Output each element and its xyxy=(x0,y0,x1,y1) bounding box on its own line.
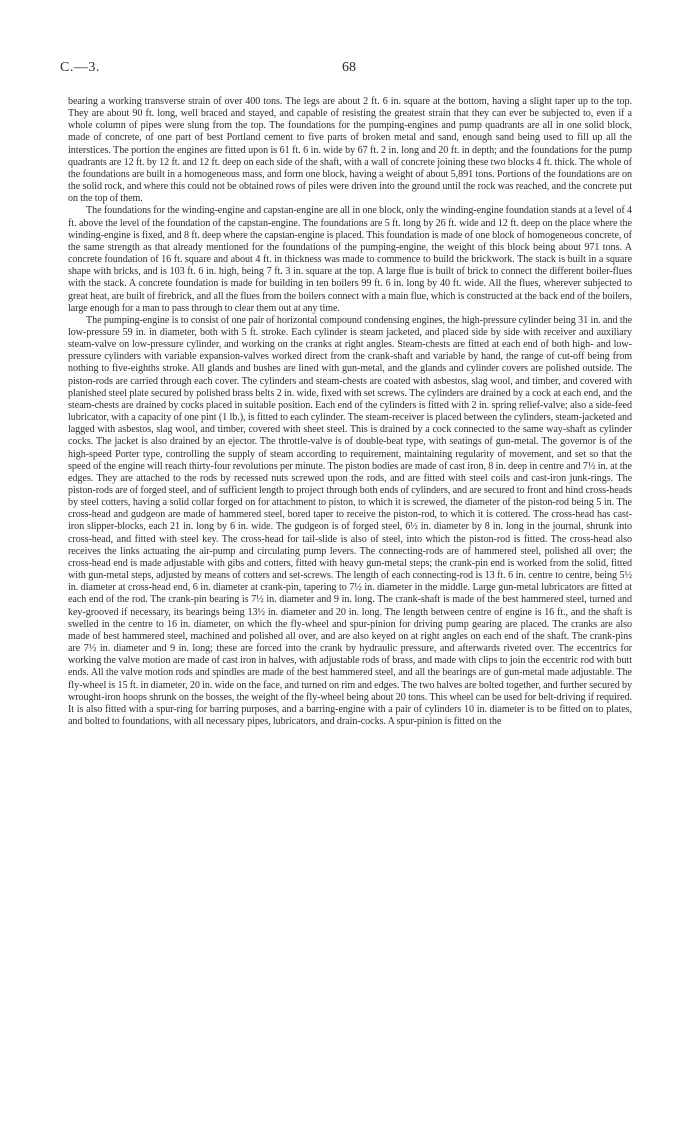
page-number: 68 xyxy=(342,60,356,75)
body-text xyxy=(68,96,632,728)
document-reference: C.—3. xyxy=(60,60,100,75)
paragraph-pumping-engine: The pumping-engine is to consist of one pair of horizontal compound condensing engines, the high-pressure cylinder being 31 in. and the low-pressure 59 in. in diameter, both with 5 ft. stroke. Each cylinder is steam jacketed, and placed side by side with receiver and auxiliary steam-valve on low-pressure cylinder, and working on the cranks at right angles. Steam-chests are fitted at each end of both high- and low-pressure cylinders with variable expansion-valves worked direct from the crank-shaft and variable by hand, the range of cut-off being from nothing to five-eighths stroke. All glands and bushes are lined with gun-metal, and the glands and cylinder covers are polished outside. The piston-rods are carried through each cover. The cylinders and steam-chests are coated with asbestos, slag wool, and timber, and covered with planished steel plate secured by polished brass belts 2 in. wide, fixed with set screws. The cylinders are drained by a cock at each end, and the steam-chests are drained by cocks placed in suitable position. Each end of the cylinders is fitted with 2 in. spring relief-valve; also a side-feed lubricator, with a capacity of one pint (1 lb.), is fitted to each cylinder. The steam-receiver is placed between the cylinders, steam-jacketed and lagged with asbestos, slag wool, and timber, covered with sheet steel. This is drained by a cock connected to the same way-shaft as cylinder cocks. The jacket is also drained by an ejector. The throttle-valve is of double-beat type, with seatings of gun-metal. The governor is of the high-speed Porter type, controlling the supply of steam according to requirement, maintaining regularity of movement, and set so that the speed of the engine will reach thirty-four revolutions per minute. The piston bodies are made of cast iron, 8 in. deep in centre and 7½ in. at the edges. They are attached to the rods by recessed nuts screwed upon the rods, and are fitted with steel coils and cast-iron junk-rings. The piston-rods are of forged steel, and of sufficient length to project through both ends of cylinders, and are secured to front and hind cross-heads by steel cotters, having a solid collar forged on for attachment to piston, to which it is screwed, the diameter of the piston-rod being 5 in. The cross-head and gudgeon are made of hammered steel, bored taper to receive the piston-rod, to which it is cottered. The cross-head has cast-iron slipper-blocks, each 21 in. long by 6 in. wide. The gudgeon is of forged steel, 6½ in. diameter by 8 in. long in the journal, shrunk into cross-head, and fitted with steel key. The cross-head for tail-slide is also of steel, into which the piston-rod is fitted. The cross-head also receives the links actuating the air-pump and circulating pump levers. The connecting-rods are of hammered steel, polished all over; the cross-head end is made adjustable with gibs and cotters, fitted with heavy gun-metal steps; the crank-pin end is worked from the solid, fitted with gun-metal steps, adjusted by means of cotters and set-screws. The length of each connecting-rod is 13 ft. 6 in. centre to centre, being 5½ in. diameter at cross-head end, 6 in. diameter at crank-pin, tapering to 7½ in. diameter in the middle. Large gun-metal lubricators are fitted at each end of the rod. The crank-pin bearing is 7½ in. diameter and 9 in. long. The crank-shaft is made of the best hammered steel, turned and key-grooved if necessary, its bearings being 13½ in. diameter and 20 in. long. The length between centre of engine is 16 ft., and the shaft is swelled in the centre to 16 in. diameter, on which the fly-wheel and spur-pinion for driving pump gearing are placed. The cranks are also made of best hammered steel, machined and polished all over, and are also keyed on at right angles on each end of the shaft. The crank-pins are 7½ in. diameter and 9 in. long; these are forced into the crank by hydraulic pressure, and afterwards riveted over. The eccentrics for working the valve motion are made of cast iron in halves, with adjustable rods of brass, and made with clips to join the eccentric rod with butt ends. All the valve motion rods and spindles are made of the best hammered steel, and all the bearings are of gun-metal made adjustable. The fly-wheel is 15 ft. in diameter, 20 in. wide on the face, and turned on rim and edges. The two halves are bolted together, and further secured by wrought-iron hoops shrunk on the bosses, the weight of the fly-wheel being about 20 tons. This wheel can be used for belt-driving if required. It is also fitted with a spur-ring for barring purposes, and a barring-engine with a pair of cylinders 10 in. diameter is to be fitted on to plates, and bolted to foundations, with all necessary pipes, lubricators, and drain-cocks. A spur-pinion is fitted on the xyxy=(68,314,632,727)
paragraph-foundations-winding: The foundations for the winding-engine and capstan-engine are all in one block, only the winding-engine foundation stands at a level of 4 ft. above the level of the foundation of the capstan-engine. The foundations are 5 ft. long by 26 ft. wide and 12 ft. deep on the place where the winding-engine is fixed, and 8 ft. deep where the capstan-engine is placed. This foundation is made of one block of homogeneous concrete, of the same strength as that already mentioned for the foundations of the pumping-engine, the weight of this block being about 971 tons. A concrete foundation of 16 ft. square and about 4 ft. in thickness was made to commence to build the brickwork. The stack is built in a square shape with bricks, and is 103 ft. 6 in. high, being 7 ft. 3 in. square at the top. A large flue is built of brick to connect the different boiler-flues with the stack. A concrete foundation is made for building in ten boilers 99 ft. 6 in. long by 40 ft. wide. All the flues, wherever subjected to great heat, are built of firebrick, and all the flues from the boilers connect with a main flue, which is constructed at the back end of the boilers, large enough for a man to pass through to clear them out at any time. xyxy=(68,205,632,314)
paragraph-foundations-pumping: bearing a working transverse strain of over 400 tons. The legs are about 2 ft. 6 in. square at the bottom, having a slight taper up to the top. They are about 90 ft. long, well braced and stayed, and capable of resisting the greatest strain that they can ever be subjected to, even if a whole column of pipes were slung from the top. The foundations for the pumping-engines and pump quadrants are all in one solid block, made of concrete, of one part of best Portland cement to five parts of broken metal and sand, enough sand being used to fill up all the interstices. The portion the engines are fitted upon is 61 ft. 6 in. wide by 67 ft. 2 in. long and 20 ft. in depth; and the foundations for the pump quadrants are 12 ft. by 12 ft. and 12 ft. deep on each side of the shaft, with a wall of concrete joining these two blocks 4 ft. thick. The whole of the foundations are built in a homogeneous mass, and form one block, having a weight of about 5,891 tons. Portions of the foundations are on the solid rock, and where this could not be obtained rows of piles were driven into the ground until the rock was reached, and the concrete put on the top of them. xyxy=(68,96,632,205)
page-header xyxy=(60,60,640,80)
